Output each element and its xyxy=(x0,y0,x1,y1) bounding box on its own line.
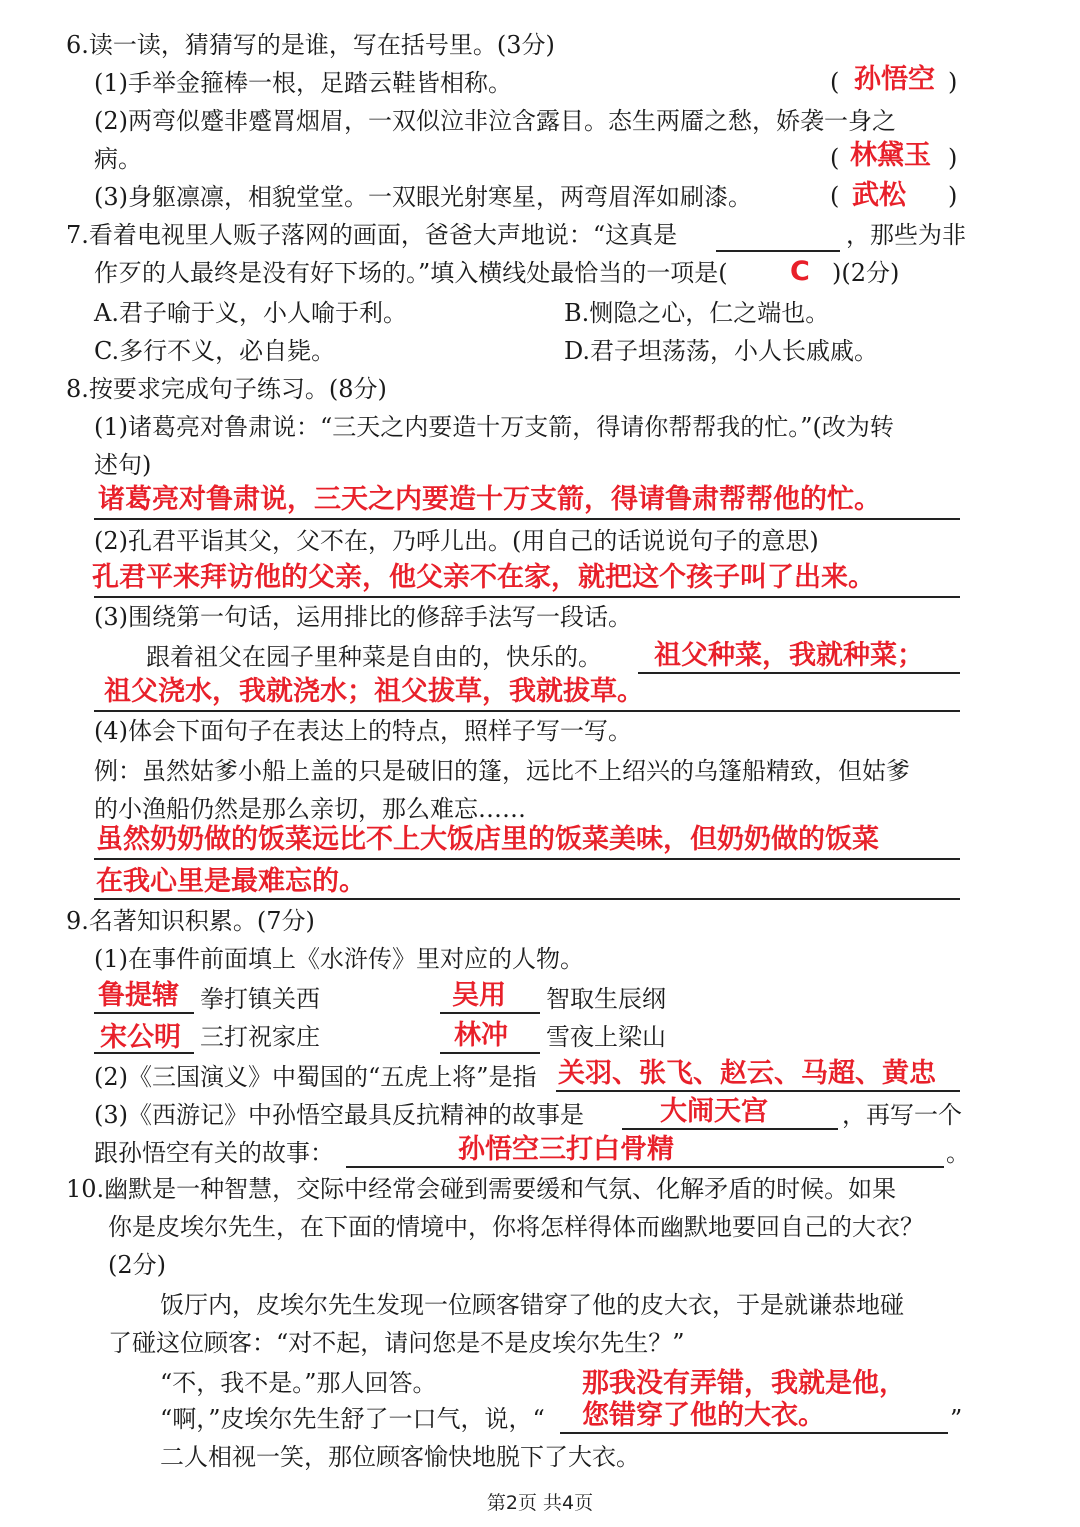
q8-s1-answer: 诸葛亮对鲁肃说，三天之内要造十万支箭，得请鲁肃帮帮他的忙。 xyxy=(98,484,881,515)
q8-s1-line-1: (1)诸葛亮对鲁肃说：“三天之内要造十万支箭，得请你帮帮我的忙。”(改为转 xyxy=(94,413,894,441)
q6-item-2: (2)两弯似蹙非蹙罥烟眉，一双似泣非泣含露目。态生两靥之愁，娇袭一身之 xyxy=(94,107,896,135)
q10-answer-1: 那我没有弄错，我就是他， xyxy=(582,1368,906,1399)
q8-title: 8.按要求完成句子练习。(8分) xyxy=(66,375,387,403)
q8-s2-answer-line xyxy=(94,596,960,598)
q9-s3-line2-a: 跟孙悟空有关的故事： xyxy=(94,1139,334,1167)
q7-option-c: C.多行不义，必自毙。 xyxy=(94,337,336,365)
q8-s4-answer-2: 在我心里是最难忘的。 xyxy=(96,866,366,897)
q9-s2-answer: 关羽、张飞、赵云、马超、黄忠 xyxy=(558,1058,936,1089)
q10-line-1: 10.幽默是一种智慧，交际中经常会碰到需要缓和气氛、化解矛盾的时候。如果 xyxy=(66,1175,897,1203)
q7-line-1a: 7.看着电视里人贩子落网的画面，爸爸大声地说：“这真是 xyxy=(66,221,678,249)
q8-s4-answer-line-2 xyxy=(94,898,960,900)
q10-line-3: (2分) xyxy=(108,1251,166,1279)
q6-paren-close-1: ) xyxy=(948,68,958,96)
q7-line-1b: ，那些为非 xyxy=(846,221,966,249)
q7-line-2b: )(2分) xyxy=(832,259,900,287)
q8-s4-example-1: 例：虽然姑爹小船上盖的只是破旧的篷，远比不上绍兴的乌篷船精致，但姑爹 xyxy=(94,757,910,785)
q10-answer-line xyxy=(560,1432,948,1434)
q10-para-3: “不，我不是。”那人回答。 xyxy=(160,1369,437,1397)
q9-s2-line: (2)《三国演义》中蜀国的“五虎上将”是指 xyxy=(94,1063,537,1091)
q9-blank-2 xyxy=(440,1012,540,1014)
q6-paren-open-3: ( xyxy=(830,182,840,210)
q9-s2-answer-line xyxy=(556,1090,960,1092)
q6-paren-open-1: ( xyxy=(830,68,840,96)
q9-s3-answer-1: 大闹天宫 xyxy=(660,1096,768,1127)
q9-answer-1: 鲁提辖 xyxy=(98,980,179,1011)
q6-answer-1: 孙悟空 xyxy=(854,64,935,95)
q9-event-3: 三打祝家庄 xyxy=(200,1023,320,1051)
q9-answer-3: 宋公明 xyxy=(100,1022,181,1053)
q7-blank-line xyxy=(716,250,840,252)
page-footer: 第2页 共4页 xyxy=(486,1492,594,1514)
q9-s3-line-b: ，再写一个 xyxy=(842,1101,962,1129)
q8-s1-answer-line xyxy=(94,518,960,520)
q9-s3-answer-line-1 xyxy=(622,1128,838,1130)
q9-s1-line: (1)在事件前面填上《水浒传》里对应的人物。 xyxy=(94,945,584,973)
q10-para-1: 饭厅内，皮埃尔先生发现一位顾客错穿了他的皮大衣，于是就谦恭地碰 xyxy=(160,1291,904,1319)
q9-event-2: 智取生辰纲 xyxy=(546,985,666,1013)
q8-s3-answer-2: 祖父浇水，我就浇水；祖父拔草，我就拔草。 xyxy=(104,676,644,707)
q6-paren-close-2: ) xyxy=(948,144,958,172)
q9-blank-3 xyxy=(94,1052,194,1054)
q9-s3-line2-b: 。 xyxy=(946,1139,970,1167)
q7-option-b: B.恻隐之心，仁之端也。 xyxy=(564,299,830,327)
q7-option-d: D.君子坦荡荡，小人长戚戚。 xyxy=(564,337,879,365)
q9-blank-1 xyxy=(94,1012,194,1014)
q9-event-4: 雪夜上梁山 xyxy=(546,1023,666,1051)
q6-item-3: (3)身躯凛凛，相貌堂堂。一双眼光射寒星，两弯眉浑如刷漆。 xyxy=(94,183,752,211)
q6-paren-open-2: ( xyxy=(830,144,840,172)
q7-line-2a: 作歹的人最终是没有好下场的。”填入横线处最恰当的一项是( xyxy=(94,259,728,287)
q9-blank-4 xyxy=(440,1052,540,1054)
q9-s3-answer-2: 孙悟空三打白骨精 xyxy=(458,1134,674,1165)
q8-s3-answer-1: 祖父种菜，我就种菜； xyxy=(654,640,924,671)
q10-para-4a: “啊，”皮埃尔先生舒了一口气，说，“ xyxy=(160,1405,545,1433)
q8-s3-answer-line-2 xyxy=(94,710,960,712)
q6-answer-2: 林黛玉 xyxy=(850,140,931,171)
q8-s4-answer-1: 虽然奶奶做的饭菜远比不上大饭店里的饭菜美味，但奶奶做的饭菜 xyxy=(96,824,879,855)
q7-answer: C xyxy=(790,256,810,287)
q9-s3-line-a: (3)《西游记》中孙悟空最具反抗精神的故事是 xyxy=(94,1101,584,1129)
q8-s3-lead: 跟着祖父在园子里种菜是自由的，快乐的。 xyxy=(146,643,602,671)
q7-option-a: A.君子喻于义，小人喻于利。 xyxy=(94,299,407,327)
q10-line-2: 你是皮埃尔先生，在下面的情境中，你将怎样得体而幽默地要回自己的大衣？ xyxy=(108,1213,924,1241)
q9-answer-2: 吴用 xyxy=(452,980,506,1011)
q9-s3-answer-line-2 xyxy=(346,1166,944,1168)
q10-para-5: 二人相视一笑，那位顾客愉快地脱下了大衣。 xyxy=(160,1443,640,1471)
q9-event-1: 拳打镇关西 xyxy=(200,985,320,1013)
q8-s2-answer: 孔君平来拜访他的父亲，他父亲不在家，就把这个孩子叫了出来。 xyxy=(92,562,875,593)
q10-para-2: 了碰这位顾客：“对不起，请问您是不是皮埃尔先生？” xyxy=(108,1329,685,1357)
q8-s2-line: (2)孔君平诣其父，父不在，乃呼儿出。(用自己的话说说句子的意思) xyxy=(94,527,819,555)
q9-title: 9.名著知识积累。(7分) xyxy=(66,907,315,935)
q6-item-2-cont: 病。 xyxy=(94,145,142,173)
q10-answer-2: 您错穿了他的大衣。 xyxy=(582,1400,825,1431)
q9-answer-4: 林冲 xyxy=(454,1020,508,1051)
q8-s1-line-2: 述句) xyxy=(94,451,152,479)
q6-title: 6.读一读，猜猜写的是谁，写在括号里。(3分) xyxy=(66,31,555,59)
q6-paren-close-3: ) xyxy=(948,182,958,210)
q8-s3-answer-line-1 xyxy=(638,672,960,674)
q8-s4-example-2: 的小渔船仍然是那么亲切，那么难忘…… xyxy=(94,795,526,823)
q10-para-4b: ” xyxy=(950,1405,963,1433)
q6-answer-3: 武松 xyxy=(852,180,906,211)
q8-s4-answer-line-1 xyxy=(94,858,960,860)
q6-item-1: (1)手举金箍棒一根，足踏云鞋皆相称。 xyxy=(94,69,512,97)
q8-s4-line: (4)体会下面句子在表达上的特点，照样子写一写。 xyxy=(94,717,632,745)
q8-s3-line: (3)围绕第一句话，运用排比的修辞手法写一段话。 xyxy=(94,603,632,631)
